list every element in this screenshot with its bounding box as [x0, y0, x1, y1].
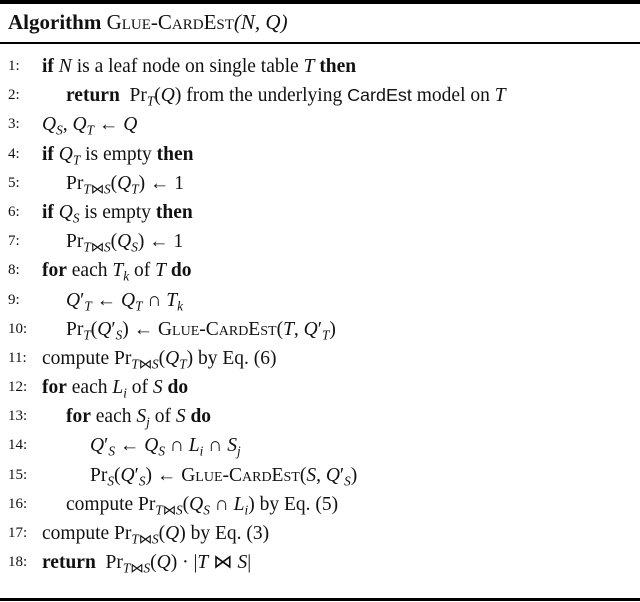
- line-content: if $Q_T$ is empty then: [42, 143, 194, 168]
- line-content: compute $Pr_{T⋈S}(Q_S$ ∩ $L_i$) by Eq. (5): [66, 493, 339, 518]
- bottom-rule: [0, 598, 640, 601]
- line-content: $Q'_S$ ← $Q_S$ ∩ $L_i$ ∩ $S_j$: [90, 435, 241, 460]
- line-content: if N is a leaf node on single table T then: [42, 56, 357, 77]
- line-content: $Pr_{T⋈S}(Q_T)$ ← 1: [66, 172, 185, 197]
- algorithm-line: [0, 519, 640, 548]
- algorithm-keyword: Algorithm: [8, 10, 102, 34]
- line-number: 6:: [8, 203, 20, 220]
- algorithm-line: [0, 490, 640, 519]
- algorithm-body: [0, 52, 640, 577]
- line-number: 11:: [8, 349, 27, 366]
- line-number: 1:: [8, 58, 20, 74]
- line-number: 13:: [8, 408, 28, 425]
- algorithm-line: [0, 256, 640, 285]
- line-content: if $Q_S$ is empty then: [42, 201, 193, 226]
- algorithm-params: (N, Q): [233, 10, 288, 34]
- algorithm-name: Glue-CardEst: [106, 10, 234, 34]
- algorithm-line: [0, 315, 640, 344]
- line-number: 4:: [8, 145, 20, 162]
- algorithm-line: [0, 286, 640, 315]
- line-number: 14:: [8, 437, 28, 454]
- line-number: 3:: [8, 116, 20, 133]
- algorithm-line: [0, 548, 640, 577]
- line-number: 2:: [8, 87, 20, 104]
- line-content: $Q_S$, $Q_T$ ← Q: [42, 114, 138, 139]
- line-number: 12:: [8, 379, 28, 396]
- line-content: compute $Pr_{T⋈S}(Q)$ by Eq. (3): [42, 523, 270, 547]
- line-content: return $Pr_T(Q)$ from the underlying CardEst model on T: [66, 85, 506, 109]
- algorithm-line: [0, 52, 640, 81]
- top-rule: [0, 0, 640, 4]
- algorithm-line: [0, 169, 640, 198]
- title-rule: [0, 42, 640, 44]
- algorithm-line: [0, 344, 640, 373]
- line-number: 18:: [8, 554, 28, 571]
- line-content: $Pr_T(Q'_S)$ ← Glue-CardEst(T, $Q'_T$): [66, 318, 336, 343]
- algorithm-line: [0, 110, 640, 139]
- line-content: $Q'_T$ ← $Q_T$ ∩ $T_k$: [66, 289, 184, 314]
- line-number: 8:: [8, 262, 20, 279]
- line-number: 9:: [8, 291, 20, 308]
- algorithm-title: [8, 8, 288, 36]
- line-content: for each $T_k$ of T do: [42, 260, 192, 284]
- line-number: 16:: [8, 495, 28, 512]
- algorithm-line: [0, 402, 640, 431]
- line-number: 10:: [8, 320, 28, 337]
- line-number: 17:: [8, 525, 28, 541]
- line-number: 7:: [8, 233, 20, 250]
- algorithm-line: [0, 81, 640, 110]
- algorithm-line: [0, 227, 640, 256]
- line-content: compute $Pr_{T⋈S}(Q_T)$ by Eq. (6): [42, 347, 277, 372]
- line-number: 5:: [8, 174, 20, 191]
- line-number: 15:: [8, 466, 28, 483]
- algorithm-line: [0, 373, 640, 402]
- line-content: for each $S_j$ of S do: [66, 406, 212, 430]
- line-content: $Pr_S(Q'_S)$ ← Glue-CardEst(S, $Q'_S$): [90, 464, 358, 489]
- algorithm-line: [0, 198, 640, 227]
- line-content: return $Pr_{T⋈S}(Q) \cdot |T$ ⋈ S|: [42, 552, 252, 576]
- algorithm-line: [0, 431, 640, 460]
- algorithm-line: [0, 140, 640, 169]
- line-content: for each $L_i$ of S do: [42, 377, 189, 401]
- line-content: $Pr_{T⋈S}(Q_S)$ ← 1: [66, 231, 184, 255]
- algorithm-line: [0, 461, 640, 490]
